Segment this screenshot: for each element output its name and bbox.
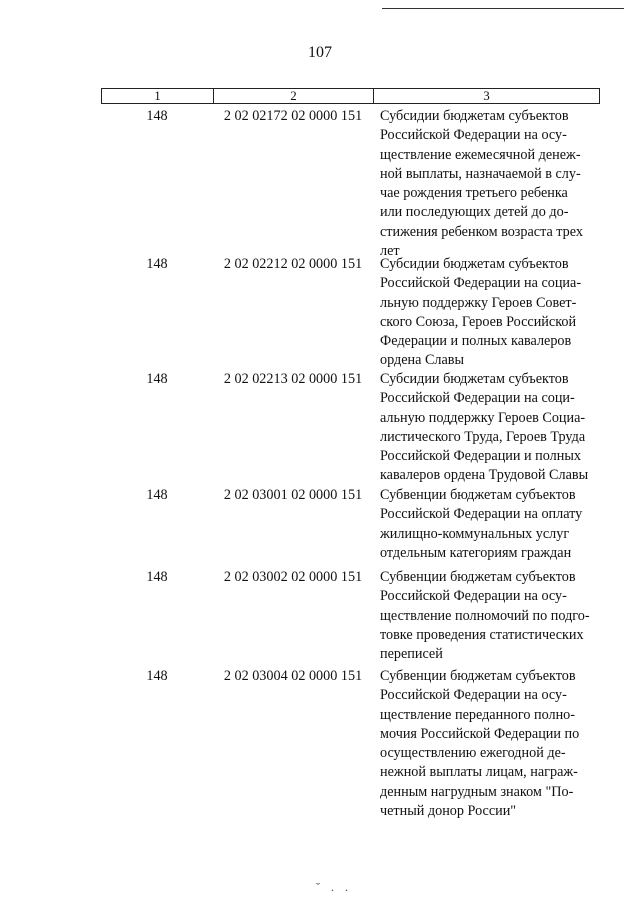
- admin-code-cell: 148: [146, 487, 168, 503]
- description-line: альную поддержку Героев Социа-: [380, 409, 586, 426]
- description-line: лет: [380, 243, 400, 260]
- description-cell: [380, 107, 594, 261]
- description-cell: [380, 667, 594, 821]
- header-col-2: 2: [214, 89, 374, 103]
- kbk-code-cell: 2 02 03001 02 0000 151: [223, 487, 363, 503]
- description-line: листического Труда, Героев Труда: [380, 428, 586, 445]
- top-rule: [382, 8, 624, 9]
- description-line: Субвенции бюджетам субъектов: [380, 487, 576, 503]
- description-cell: [380, 370, 594, 486]
- description-line: денным нагрудным знаком "По-: [380, 783, 574, 800]
- description-line: Субвенции бюджетам субъектов: [380, 569, 576, 585]
- description-cell: [380, 486, 594, 563]
- page-mark: ˘ . .: [316, 880, 352, 894]
- description-line: Российской Федерации на социа-: [380, 275, 582, 292]
- description-line: Субсидии бюджетам субъектов: [380, 108, 569, 124]
- description-line: четный донор России": [380, 803, 517, 820]
- description-line: Федерации и полных кавалеров: [380, 333, 572, 350]
- description-line: ной выплаты, назначаемой в слу-: [380, 165, 581, 182]
- kbk-code-cell: 2 02 02213 02 0000 151: [223, 371, 363, 387]
- header-col-3: 3: [483, 88, 490, 103]
- header-col-1: 1: [102, 89, 214, 103]
- description-line: Субсидии бюджетам субъектов: [380, 256, 569, 272]
- description-line: ского Союза, Героев Российской: [380, 313, 577, 330]
- description-line: кавалеров ордена Трудовой Славы: [380, 467, 589, 484]
- description-line: Субвенции бюджетам субъектов: [380, 668, 576, 684]
- kbk-code-cell: 2 02 03004 02 0000 151: [223, 668, 363, 684]
- description-line: Российской Федерации на осу-: [380, 127, 567, 144]
- kbk-code-cell: 2 02 02172 02 0000 151: [223, 108, 363, 124]
- admin-code-cell: 148: [146, 108, 168, 124]
- description-line: ордена Славы: [380, 352, 465, 369]
- description-line: льную поддержку Героев Совет-: [380, 294, 577, 311]
- description-line: Субсидии бюджетам субъектов: [380, 371, 569, 387]
- page-number: 107: [308, 44, 332, 61]
- description-line: Российской Федерации на осу-: [380, 687, 567, 704]
- description-line: Российской Федерации на соци-: [380, 390, 575, 407]
- description-line: осуществлению ежегодной де-: [380, 745, 566, 762]
- description-line: или последующих детей до до-: [380, 204, 569, 221]
- description-cell: [380, 255, 594, 371]
- table-header: [101, 88, 600, 104]
- description-line: переписей: [380, 646, 443, 663]
- kbk-code-cell: 2 02 02212 02 0000 151: [223, 256, 363, 272]
- description-line: чае рождения третьего ребенка: [380, 185, 568, 202]
- description-line: Российской Федерации на оплату: [380, 506, 583, 523]
- admin-code-cell: 148: [146, 668, 168, 684]
- admin-code-cell: 148: [146, 371, 168, 387]
- description-line: стижения ребенком возраста трех: [380, 223, 583, 240]
- description-line: Российской Федерации и полных: [380, 448, 581, 465]
- description-line: жилищно-коммунальных услуг: [380, 525, 570, 542]
- description-line: ществление ежемесячной денеж-: [380, 146, 581, 163]
- description-line: нежной выплаты лицам, награж-: [380, 764, 578, 781]
- description-line: Российской Федерации на осу-: [380, 588, 567, 605]
- description-line: отдельным категориям граждан: [380, 544, 572, 561]
- description-line: ществление полномочий по подго-: [380, 607, 590, 624]
- admin-code-cell: 148: [146, 256, 168, 272]
- description-line: товке проведения статистических: [380, 626, 584, 643]
- description-cell: [380, 568, 594, 664]
- description-line: мочия Российской Федерации по: [380, 725, 580, 742]
- kbk-code-cell: 2 02 03002 02 0000 151: [223, 569, 363, 585]
- description-line: ществление переданного полно-: [380, 706, 575, 723]
- admin-code-cell: 148: [146, 569, 168, 585]
